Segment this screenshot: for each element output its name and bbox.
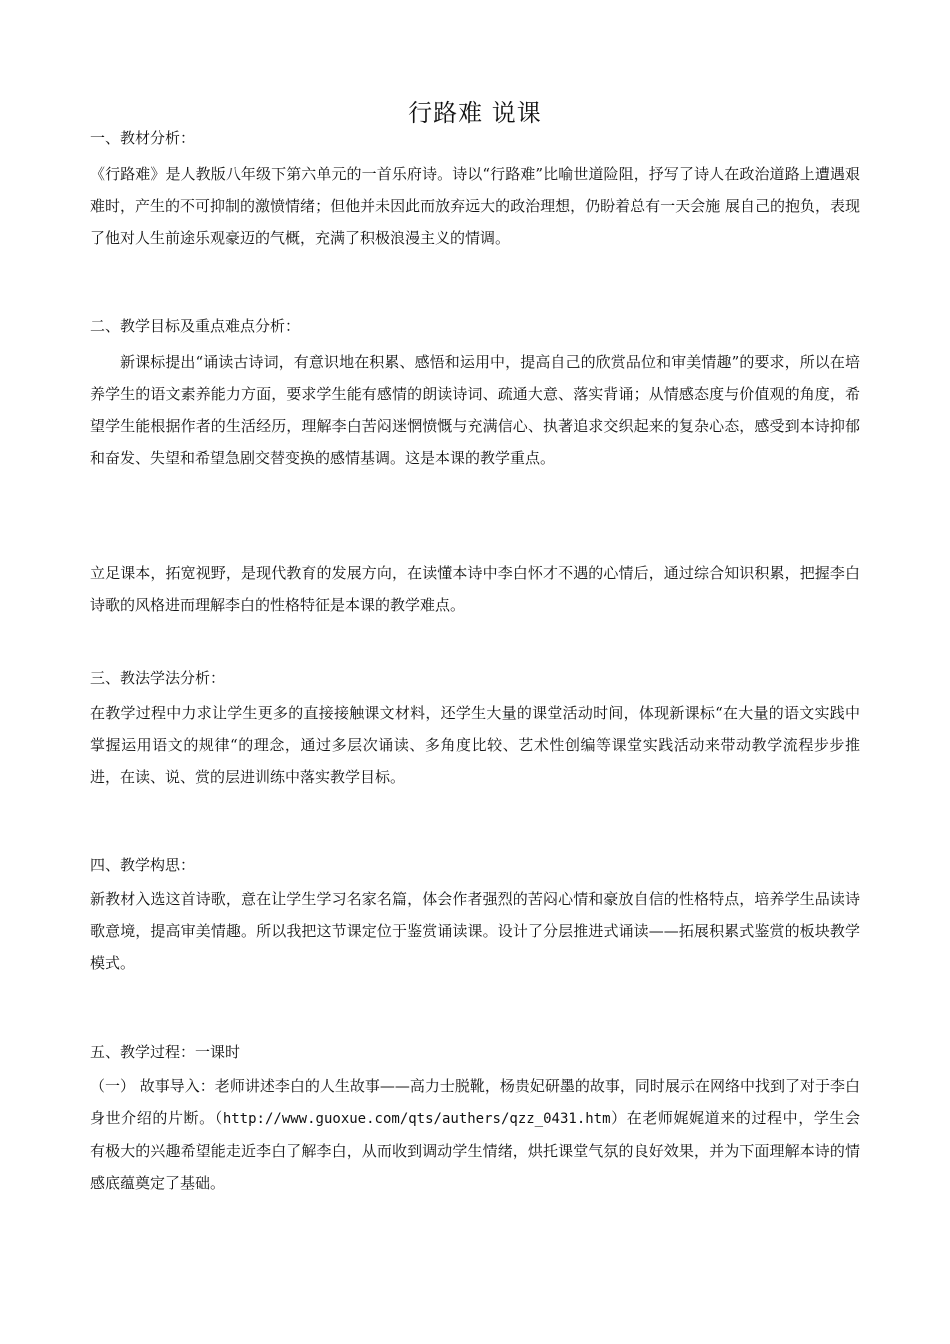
- reference-url: http://www.guoxue.com/qts/authers/qzz_0431.htm: [222, 1111, 611, 1127]
- section-4-paragraph-1: 新教材入选这首诗歌，意在让学生学习名家名篇，体会作者强烈的苦闷心情和豪放自信的性格特点，培养学生品读诗歌意境，提高审美情趣。所以我把这节课定位于鉴赏诵读课。设计了分层推进式诵读——拓展积累式鉴赏的板块教学模式。: [90, 890, 860, 972]
- section-5-text-part-2: ）在老师娓娓道来的过程中，学生会有极大的兴趣希望能走近李白了解李白，从而收到调动学生情绪，烘托课堂气氛的良好效果，并为下面理解本诗的情感底蕴奠定了基础。: [90, 1109, 860, 1192]
- section-heading-5: 五、教学过程：一课时: [90, 1043, 241, 1061]
- section-2-paragraph-2: 立足课本，拓宽视野，是现代教育的发展方向，在读懂本诗中李白怀才不遇的心情后，通过综合知识积累，把握李白诗歌的风格进而理解李白的性格特征是本课的教学难点。: [90, 564, 860, 614]
- page-title: 行路难 说课: [408, 99, 542, 127]
- section-heading-2: 二、教学目标及重点难点分析：: [90, 317, 301, 335]
- section-heading-3: 三、教法学法分析：: [90, 669, 226, 687]
- section-heading-4: 四、教学构思：: [90, 856, 196, 874]
- section-1-paragraph-1: 《行路难》是人教版八年级下第六单元的一首乐府诗。诗以“行路难”比喻世道险阻，抒写了诗人在政治道路上遭遇艰难时，产生的不可抑制的激愤情绪；但他并未因此而放弃远大的政治理想，仍盼着总有一天会施 展自己的抱负，表现了他对人生前途乐观豪迈的气概，充满了积极浪漫主义的情调。: [90, 165, 860, 247]
- section-2-paragraph-1: 新课标提出“诵读古诗词，有意识地在积累、感悟和运用中，提高自己的欣赏品位和审美情趣”的要求，所以在培养学生的语文素养能力方面，要求学生能有感情的朗读诗词、疏通大意、落实背诵；从情感态度与价值观的角度，希望学生能根据作者的生活经历，理解李白苦闷迷惘愤慨与充满信心、执著追求交织起来的复杂心态，感受到本诗抑郁和奋发、失望和希望急剧交替变换的感情基调。这是本课的教学重点。: [90, 353, 860, 467]
- section-5-text-part-1: （一） 故事导入：老师讲述李白的人生故事——高力士脱靴，杨贵妃研墨的故事，同时展示在网络中找到了对于李白身世介绍的片断。（: [90, 1077, 860, 1127]
- section-3-paragraph-1: 在教学过程中力求让学生更多的直接接触课文材料，还学生大量的课堂活动时间，体现新课标“在大量的语文实践中掌握运用语文的规律“的理念，通过多层次诵读、多角度比较、艺术性创编等课堂实践活动来带动教学流程步步推进，在读、说、赏的层进训练中落实教学目标。: [90, 704, 860, 786]
- section-heading-1: 一、教材分析：: [90, 129, 196, 147]
- section-5-paragraph-1: [90, 1070, 860, 1199]
